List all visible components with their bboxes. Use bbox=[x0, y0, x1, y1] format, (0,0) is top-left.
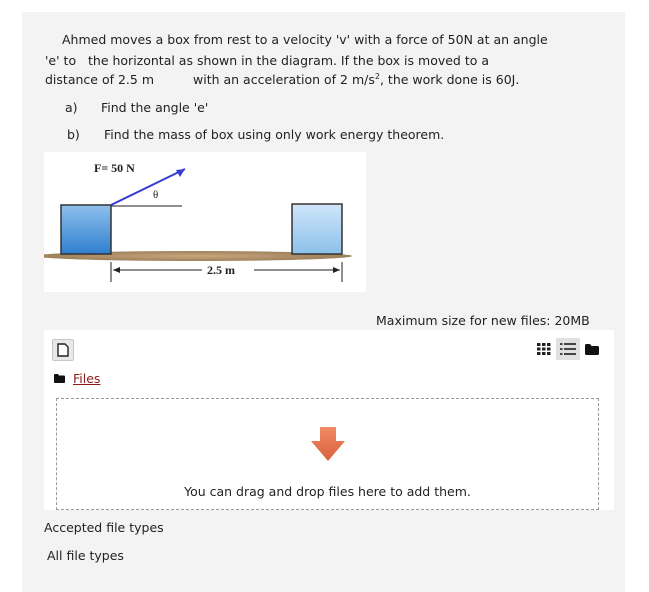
question-line-3c: , the work done is 60J. bbox=[379, 72, 520, 88]
file-picker bbox=[44, 330, 614, 510]
accepted-file-types-value: All file types bbox=[47, 548, 124, 563]
box-start bbox=[61, 205, 111, 254]
folder-icon bbox=[54, 374, 65, 383]
question-line-2b: the horizontal as shown in the diagram. If the box is moved to a bbox=[88, 53, 490, 68]
down-arrow-icon bbox=[311, 427, 345, 461]
part-a-marker: a) bbox=[65, 100, 78, 115]
view-tree-button[interactable] bbox=[580, 338, 604, 360]
view-list-button[interactable] bbox=[556, 338, 580, 360]
question-line-3b: with an acceleration of 2 m/s bbox=[193, 72, 375, 88]
angle-label: θ bbox=[153, 189, 159, 201]
file-icon bbox=[57, 343, 69, 357]
add-file-button[interactable] bbox=[52, 339, 74, 361]
drop-zone[interactable] bbox=[56, 398, 599, 510]
folder-label[interactable]: Files bbox=[73, 371, 101, 386]
folder-path[interactable] bbox=[54, 371, 100, 386]
dimension-arrow-left bbox=[113, 267, 120, 273]
list-icon bbox=[560, 343, 576, 355]
part-b-text: Find the mass of box using only work energy theorem. bbox=[104, 127, 445, 142]
dimension-arrow-right bbox=[333, 267, 340, 273]
accepted-file-types-label: Accepted file types bbox=[44, 520, 164, 535]
part-a-text: Find the angle 'e' bbox=[101, 100, 209, 115]
drop-instructions: You can drag and drop files here to add them. bbox=[184, 484, 471, 499]
box-end bbox=[292, 204, 342, 254]
physics-diagram bbox=[44, 152, 366, 292]
distance-label: 2.5 m bbox=[207, 263, 235, 277]
question-line-1: Ahmed moves a box from rest to a velocity 'v' with a force of 50N at an angle bbox=[62, 32, 548, 47]
exponent: 2 bbox=[374, 72, 380, 81]
part-b-marker: b) bbox=[67, 127, 80, 142]
question-line-3a: distance of 2.5 m bbox=[45, 72, 154, 87]
question-line-3 bbox=[193, 72, 519, 87]
view-switcher bbox=[532, 338, 604, 360]
folder-icon bbox=[585, 344, 599, 355]
grid-icon bbox=[537, 343, 551, 355]
force-label: F= 50 N bbox=[94, 161, 135, 175]
question-line-2a: 'e' to bbox=[45, 53, 77, 68]
view-icons-button[interactable] bbox=[532, 338, 556, 360]
max-file-size: Maximum size for new files: 20MB bbox=[376, 313, 590, 328]
